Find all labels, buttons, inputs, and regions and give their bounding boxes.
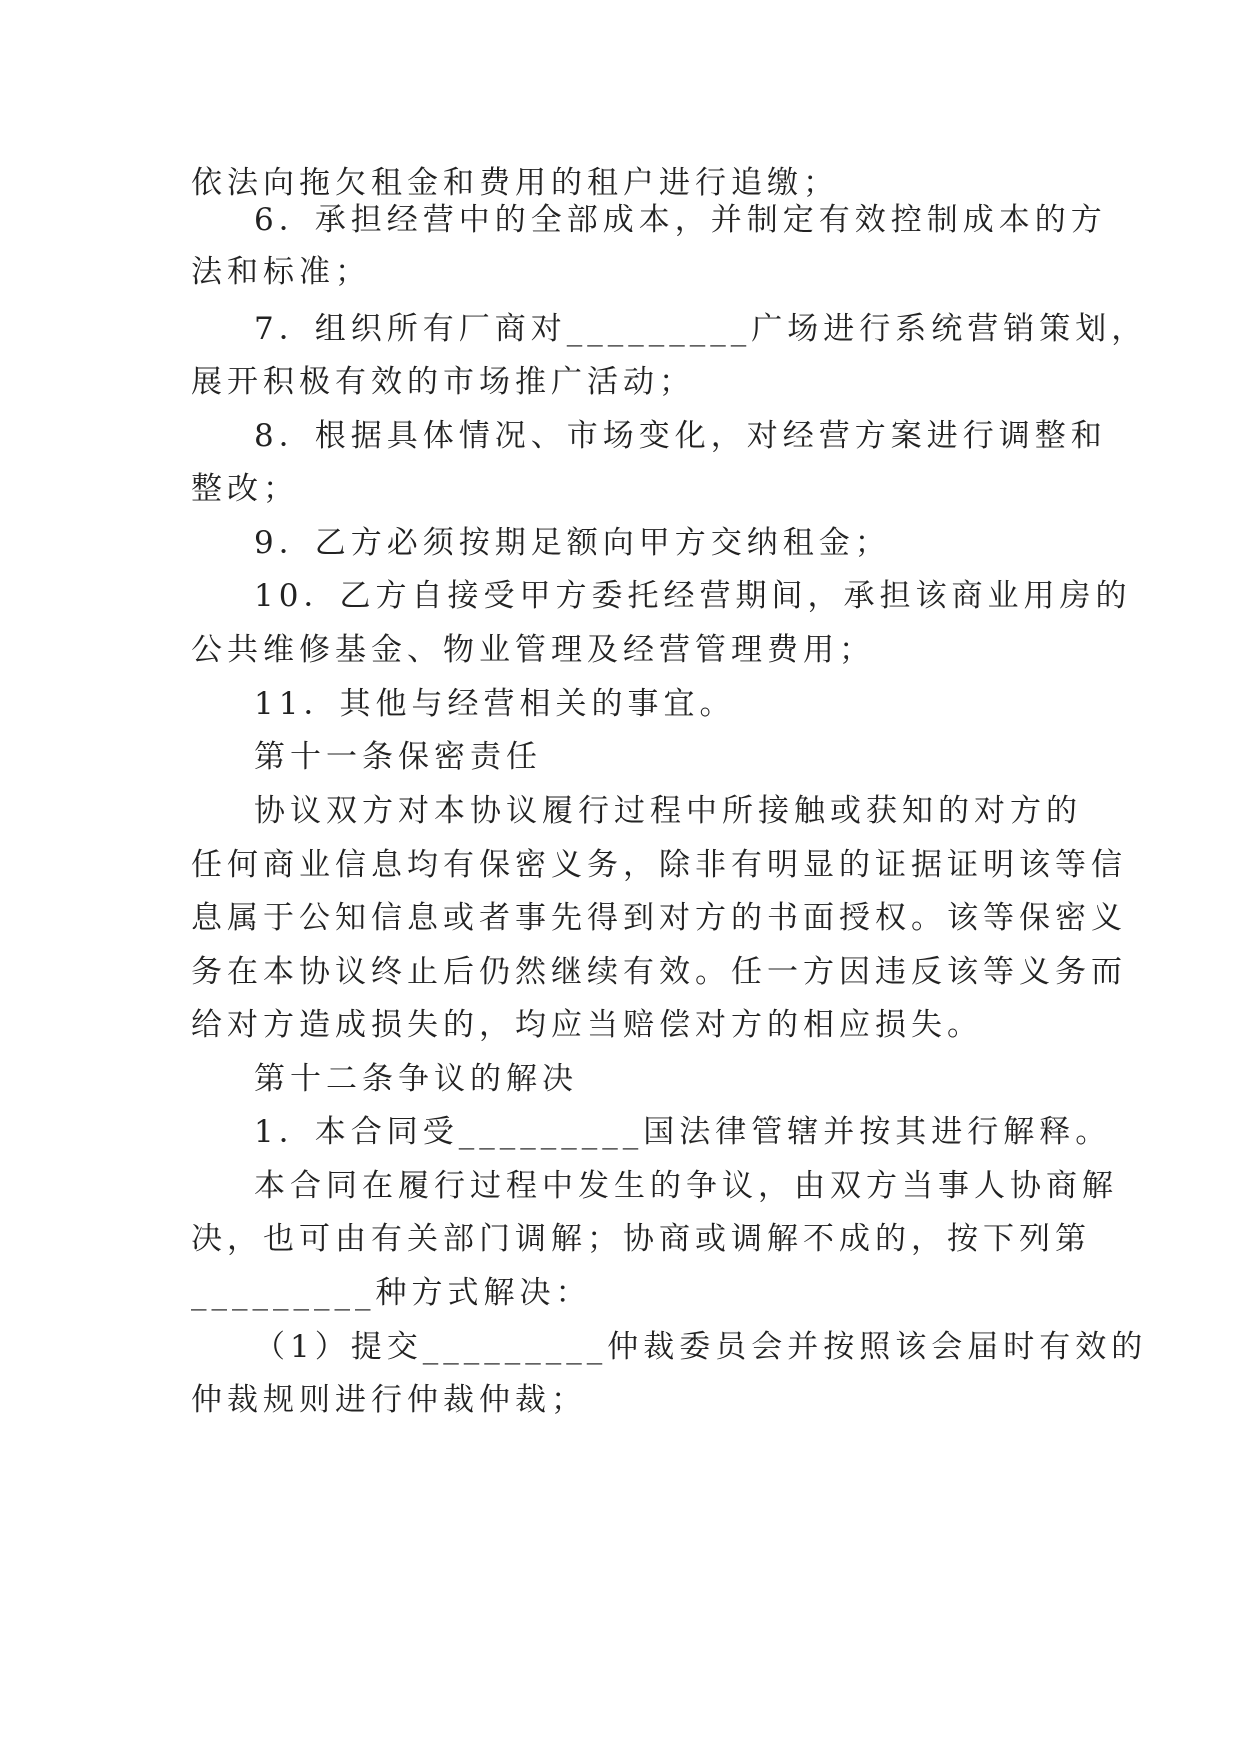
paragraph-line: 公共维修基金、物业管理及经营管理费用； bbox=[191, 632, 875, 668]
paragraph-line: 务在本协议终止后仍然继续有效。任一方因违反该等义务而 bbox=[191, 954, 1127, 990]
section-heading: 第十一条保密责任 bbox=[254, 739, 542, 775]
paragraph-line: 展开积极有效的市场推广活动； bbox=[191, 364, 695, 400]
paragraph-line: 息属于公知信息或者事先得到对方的书面授权。该等保密义 bbox=[191, 900, 1127, 936]
list-item-line: 9．乙方必须按期足额向甲方交纳租金； bbox=[254, 525, 891, 561]
paragraph-line: 法和标准； bbox=[191, 254, 371, 290]
paragraph-line: _________种方式解决： bbox=[191, 1275, 592, 1311]
paragraph-line: 本合同在履行过程中发生的争议，由双方当事人协商解 bbox=[254, 1168, 1118, 1204]
paragraph-line: 整改； bbox=[191, 471, 299, 507]
list-item-line: 1．本合同受_________国法律管辖并按其进行解释。 bbox=[254, 1114, 1112, 1150]
list-item-line: 7．组织所有厂商对_________广场进行系统营销策划， bbox=[254, 311, 1148, 347]
paragraph-line: 任何商业信息均有保密义务，除非有明显的证据证明该等信 bbox=[191, 847, 1127, 883]
paragraph-line: 决，也可由有关部门调解；协商或调解不成的，按下列第 bbox=[191, 1221, 1091, 1257]
paragraph-line: 仲裁规则进行仲裁仲裁； bbox=[191, 1382, 587, 1418]
list-item-line: 8．根据具体情况、市场变化，对经营方案进行调整和 bbox=[254, 418, 1107, 454]
section-heading: 第十二条争议的解决 bbox=[254, 1061, 578, 1097]
list-item-line: （1）提交_________仲裁委员会并按照该会届时有效的 bbox=[254, 1329, 1148, 1365]
paragraph-line: 依法向拖欠租金和费用的租户进行追缴； bbox=[191, 165, 839, 201]
list-item-line: 11．其他与经营相关的事宜。 bbox=[254, 686, 736, 722]
list-item-line: 6．承担经营中的全部成本，并制定有效控制成本的方 bbox=[254, 202, 1107, 238]
paragraph-line: 协议双方对本协议履行过程中所接触或获知的对方的 bbox=[254, 793, 1082, 829]
paragraph-line: 给对方造成损失的，均应当赔偿对方的相应损失。 bbox=[191, 1007, 983, 1043]
list-item-line: 10．乙方自接受甲方委托经营期间，承担该商业用房的 bbox=[254, 578, 1132, 614]
